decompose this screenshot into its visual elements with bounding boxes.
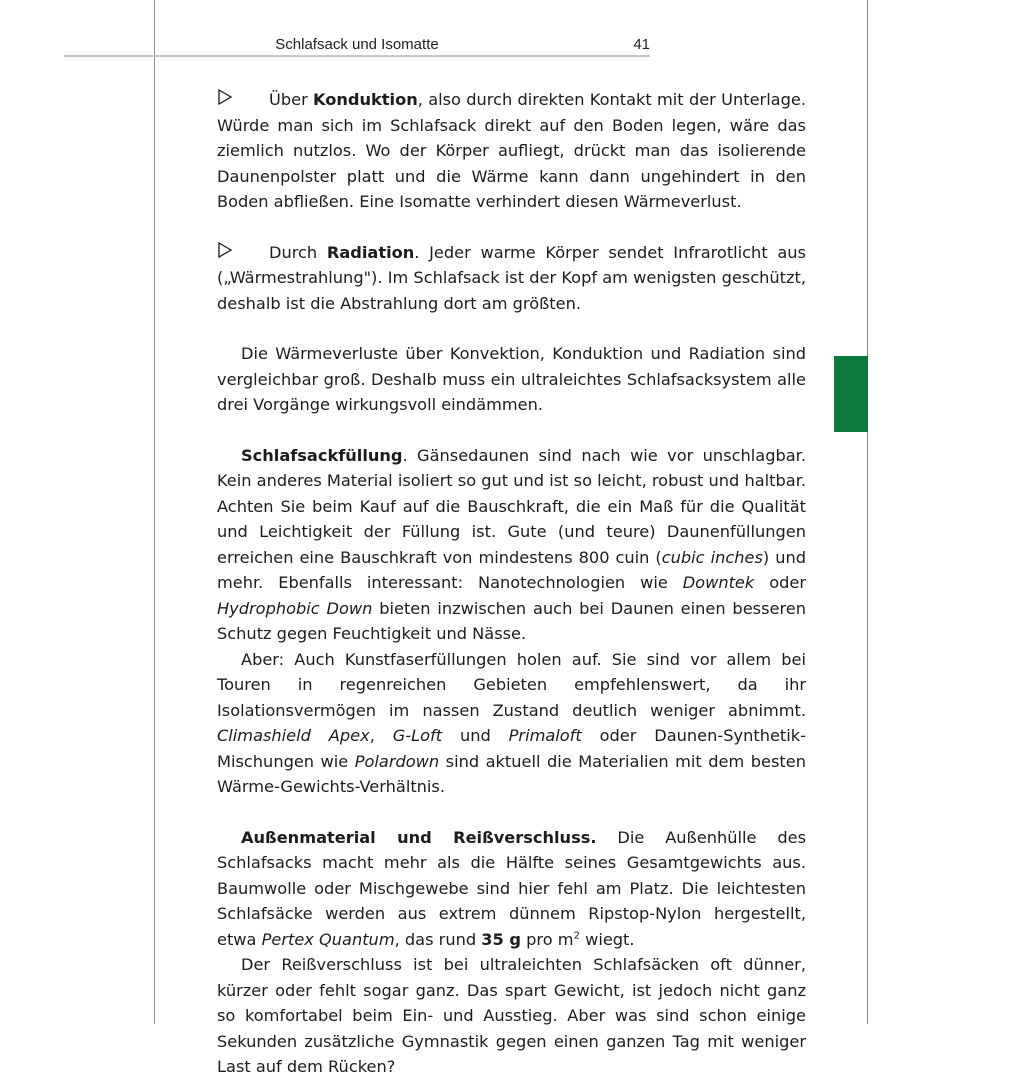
p5-text-b: , — [369, 726, 393, 745]
p5-italic-4: Polardown — [354, 751, 440, 771]
p4-italic-2: Downtek — [682, 573, 755, 592]
p6-italic-1: Pertex Quantum — [261, 929, 395, 949]
paragraph-kunstfaser — [217, 647, 806, 800]
p5-italic-1: Climashield Apex — [217, 726, 370, 745]
p6-text-d: wiegt. — [579, 929, 635, 949]
chapter-thumb-tab — [834, 356, 868, 432]
p5-italic-2: G-Loft — [392, 726, 443, 745]
p6-bold-weight: 35 g — [481, 929, 522, 949]
p4-text-b: ) und mehr. Ebenfalls interessant: Nanotechnologien wie — [217, 547, 806, 592]
paragraph-aussenmaterial — [217, 825, 806, 953]
p2-text: . Jeder warme Körper sendet Infrarotlicht aus („Wärmestrahlung"). Im Schlafsack ist der Kopf am wenigsten geschützt, deshalb ist die Abstrahlung dort am größten. — [217, 242, 806, 313]
p5-text-a: Aber: Auch Kunstfaserfüllungen holen auf. Sie sind vor allem bei Touren in regenreichen Gebieten empfehlenswert, da ihr Isolationsvermögen im nassen Zustand deutlich weniger abnimmt. — [217, 649, 806, 720]
paragraph-reissverschluss: Der Reißverschluss ist bei ultraleichten Schlafsäcken oft dünner, kürzer oder fehlt sogar ganz. Das spart Gewicht, ist jedoch nicht ganz so komfortabel beim Ein- und Ausstieg. Aber was sind schon einige Sekunden zusätzliche Gymnastik gegen einen ganzen Tag mit weniger Last auf dem Rücken? — [217, 955, 806, 1076]
p4-text-d: bieten inzwischen auch bei Daunen einen besseren Schutz gegen Feuchtigkeit und Nässe. — [217, 598, 807, 643]
p4-text-c: oder — [754, 573, 806, 592]
p4-italic-3: Hydrophobic Down — [217, 598, 373, 618]
p1-lead: Über — [269, 90, 314, 109]
paragraph-summary: Die Wärmeverluste über Konvektion, Konduktion und Radiation sind vergleichbar groß. Deshalb muss ein ultraleichtes Schlafsacksystem alle drei Vorgänge wirkungsvoll eindämmen. — [217, 344, 806, 414]
p4-text-a: . Gänsedaunen sind nach wie vor unschlagbar. Kein anderes Material isoliert so gut und ist so leicht, robust und haltbar. Achten Sie beim Kauf auf die Bauschkraft, die ein Maß für die Qualität und Leichtigkeit der Füllung ist. Gute (und teure) Daunenfüllungen erreichen eine Bauschkraft von mindestens 800 cuin ( — [217, 445, 807, 567]
p5-italic-3: Primaloft — [508, 726, 582, 745]
body-text — [217, 87, 806, 1080]
p6-text-a: Die Außenhülle des Schlafsacks macht mehr als die Hälfte seines Gesamtgewichts aus. Baumwolle oder Mischgewebe sind hier fehl am Platz. Die leichtesten Schlafsäcke werden aus extrem dünnem Ripstop-Nylon hergestellt, etwa — [217, 827, 807, 949]
paragraph-radiation — [217, 240, 806, 317]
page-number: 41 — [633, 36, 650, 53]
heading-schlafsackfuellung: Schlafsackfüllung — [241, 445, 403, 465]
p1-text: , also durch direkten Kontakt mit der Unterlage. Würde man sich im Schlafsack direkt auf den Boden legen, wäre das ziemlich nutzlos. Wo der Körper aufliegt, drückt man das isolierende Daunenpolster platt und die Wärme kann dann ungehindert in den Boden abfließen. Eine Isomatte verhindert diesen Wärmeverlust. — [217, 90, 806, 211]
p6-text-c: pro m — [521, 929, 574, 949]
triangle-right-outline-icon — [217, 87, 269, 113]
term-radiation: Radiation — [326, 242, 415, 262]
term-konduktion: Konduktion — [313, 90, 418, 109]
p6-text-b: , das rund — [394, 929, 482, 949]
triangle-right-outline-icon — [217, 240, 269, 266]
p2-lead: Durch — [269, 242, 327, 262]
heading-aussenmaterial: Außenmaterial und Reißverschluss. — [241, 827, 597, 847]
header-rule — [64, 55, 650, 57]
p4-italic-1: cubic inches — [661, 547, 763, 567]
p6-superscript: 2 — [573, 930, 580, 942]
p5-text-d: oder Daunen-Synthetik-Mischungen wie — [217, 726, 806, 771]
p5-text-c: und — [442, 726, 509, 745]
paragraph-schlafsackfuellung — [217, 443, 806, 647]
chapter-title: Schlafsack und Isomatte — [275, 36, 439, 53]
p5-text-e: sind aktuell die Materialien mit dem besten Wärme-Gewichts-Verhältnis. — [217, 751, 806, 796]
paragraph-konduktion — [217, 87, 806, 215]
